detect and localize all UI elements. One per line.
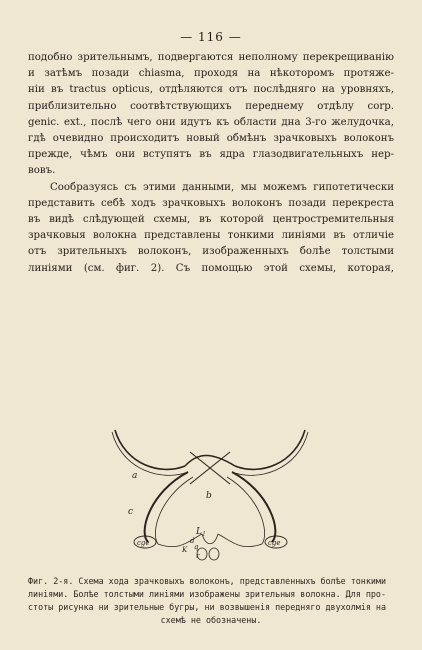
caption-line: схемѣ не обозначены. — [160, 615, 262, 625]
caption-line: Фиг. 2-я. Схема хода зрачковыхъ волоконъ, представленныхъ болѣе тонкими — [28, 576, 386, 586]
caption-line: стоты рисунка ни зрительные бугры, ни возвышенія передняго двухолмія на — [28, 602, 386, 612]
label-k: K — [182, 546, 188, 554]
nucleus-loop-right — [209, 548, 219, 560]
body-text — [28, 50, 394, 277]
text-line: вовъ. — [28, 165, 56, 177]
text-line: прежде, чѣмъ они вступятъ въ ядра глазодвигательныхъ нер- — [28, 149, 394, 161]
label-cge-right: cge — [268, 539, 281, 547]
page-number: — 116 — — [180, 30, 242, 44]
caption-line: линіями. Болѣе толстыми линіями изображены зрительныя волокна. Для про- — [28, 589, 386, 599]
label-c: c — [128, 507, 134, 517]
text-line: гдѣ очевидно происходитъ новый обмѣнъ зрачковыхъ волоконъ — [28, 133, 394, 145]
label-q: q — [194, 543, 199, 551]
label-l-sub: l — [203, 531, 205, 538]
optic-tracts — [112, 430, 308, 547]
text-line: отъ зрительныхъ волоконъ, изображенныхъ болѣе толстыми — [28, 246, 394, 258]
text-line: ніи въ tractus opticus, отдѣляются отъ послѣдняго на уровняхъ, — [28, 84, 394, 96]
label-l: L — [196, 527, 202, 537]
text-line: genic. ext., послѣ чего они идутъ къ области дна 3-го желудочка, — [28, 116, 394, 128]
label-r: r — [196, 552, 200, 560]
text-line: въ видѣ слѣдующей схемы, въ которой центростремительныя — [28, 214, 394, 226]
text-line: представить себѣ ходъ зрачковыхъ волоконъ позади перекреста — [28, 197, 394, 209]
figure-scheme — [90, 422, 330, 562]
figure-caption — [28, 575, 394, 627]
text-line: и затѣмъ позади chiasma, проходя на нѣкоторомъ протяже- — [28, 68, 394, 80]
label-cge-left: cge — [137, 539, 150, 547]
label-b: b — [206, 491, 212, 501]
text-line: зрачковыя волокна представлены тонкими линіями въ отличіе — [28, 230, 394, 242]
text-line: приблизительно соотвѣтствующихъ переднему отдѣлу corp. — [28, 100, 394, 112]
text-line: линіями (см. фиг. 2). Съ помощью этой схемы, которая, — [28, 262, 394, 274]
label-d: d — [190, 537, 195, 545]
label-a: a — [132, 471, 138, 481]
pupillary-fiber-diagram — [90, 422, 330, 562]
text-line: подобно зрительнымъ, подвергаются неполному перекрещиванію — [28, 52, 394, 63]
text-line: Сообразуясь съ этими данными, мы можемъ гипотетически — [50, 181, 394, 193]
